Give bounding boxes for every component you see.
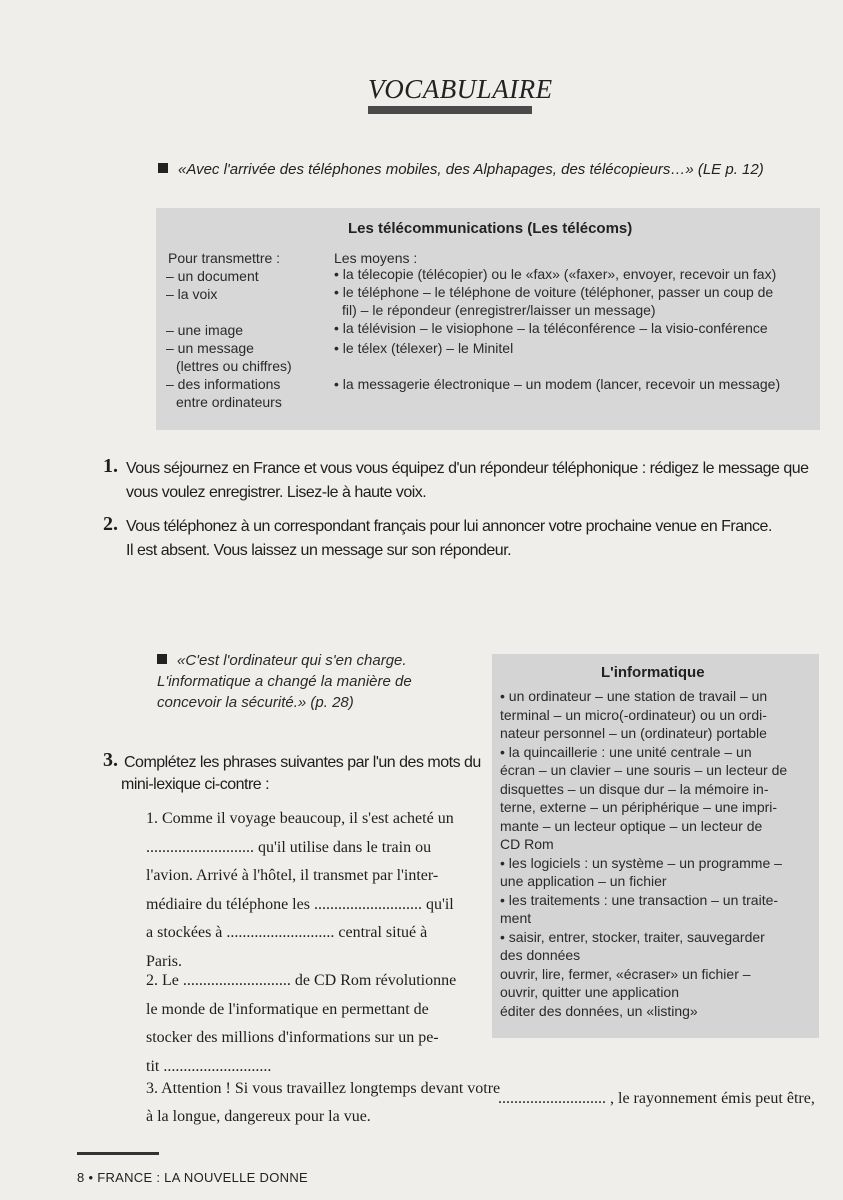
- sentence-line: 2. Le ........................... de CD Rom révolutionne: [146, 972, 457, 989]
- exercise-2-line: Il est absent. Vous laissez un message sur son répondeur.: [126, 542, 512, 559]
- quote-informatique-line: [157, 650, 412, 671]
- exercise-1-number: 1.: [103, 455, 118, 477]
- sentence-line: ........................... qu'il utilise dans le train ou: [146, 838, 432, 856]
- exercise-3-sentence-1: [146, 805, 454, 976]
- telecom-left-item: – des informations: [166, 376, 281, 392]
- informatique-item: ouvrir, lire, fermer, «écraser» un fichier –: [500, 965, 751, 982]
- exercise-2-number: 2.: [103, 513, 118, 535]
- quote-telecom-text: «Avec l'arrivée des téléphones mobiles, des Alphapages, des télécopieurs…» (LE p. 12): [178, 161, 764, 178]
- telecom-right-item: • la messagerie électronique – un modem (lancer, recevoir un message): [334, 376, 781, 392]
- informatique-item: une application – un fichier: [500, 873, 667, 889]
- informatique-item: terminal – un micro(-ordinateur) ou un ordi-: [500, 706, 767, 723]
- sentence-line: tit ...........................: [146, 1057, 272, 1075]
- quote-informatique: [157, 650, 412, 713]
- sentence-line: l'avion. Arrivé à l'hôtel, il transmet par l'inter-: [146, 867, 439, 884]
- informatique-item: • la quincaillerie : une unité centrale – un: [500, 743, 752, 760]
- telecom-left-item: – un document: [166, 268, 259, 284]
- informatique-item: disquettes – un disque dur – la mémoire in-: [500, 780, 769, 797]
- square-bullet-icon: [158, 163, 168, 173]
- exercise-1-line: vous voulez enregistrer. Lisez-le à haute voix.: [126, 484, 427, 501]
- exercise-3-line: mini-lexique ci-contre :: [121, 776, 270, 793]
- telecom-right-item: Les moyens :: [334, 250, 418, 266]
- square-bullet-icon: [157, 654, 167, 664]
- exercise-3-sentence-2: [146, 967, 456, 1081]
- informatique-item: • les logiciels : un système – un programme –: [500, 854, 782, 871]
- quote-informatique-text: «C'est l'ordinateur qui s'en charge.: [177, 652, 407, 669]
- informatique-item: • saisir, entrer, stocker, traiter, sauvegarder: [500, 928, 765, 945]
- sentence-line: médiaire du téléphone les ........................... qu'il: [146, 895, 454, 913]
- informatique-item: • un ordinateur – une station de travail – un: [500, 688, 768, 704]
- telecom-left-item: – la voix: [166, 286, 218, 302]
- informatique-item: ment: [500, 910, 532, 926]
- sentence-line: stocker des millions d'informations sur un pe-: [146, 1029, 439, 1046]
- telecom-left-item: (lettres ou chiffres): [176, 358, 292, 374]
- informatique-item: des données: [500, 947, 581, 963]
- informatique-item: • les traitements : une transaction – un traite-: [500, 891, 779, 908]
- quote-telecom: [158, 161, 764, 178]
- exercise-3-sentence-3-cont: ........................... , le rayonnement émis peut être,: [498, 1090, 815, 1107]
- exercise-3-line: Complétez les phrases suivantes par l'un des mots du: [124, 754, 481, 771]
- telecom-heading: Les télécommunications (Les télécoms): [348, 220, 633, 237]
- sentence-line: a stockées à ........................... central situé à: [146, 924, 428, 941]
- title-underline: [368, 106, 532, 114]
- informatique-item: CD Rom: [500, 836, 554, 852]
- footer-rule: [77, 1152, 159, 1155]
- exercise-3-number: 3.: [103, 749, 118, 771]
- exercise-2-line: Vous téléphonez à un correspondant français pour lui annoncer votre prochaine venue en France.: [126, 518, 772, 535]
- exercise-3-sentence-3: 3. Attention ! Si vous travaillez longtemps devant votre: [146, 1080, 501, 1097]
- telecom-right-item: • la télecopie (télécopier) ou le «fax» («faxer», envoyer, recevoir un fax): [334, 266, 777, 282]
- telecom-left-item: entre ordinateurs: [176, 394, 282, 410]
- exercise-1-line: Vous séjournez en France et vous vous équipez d'un répondeur téléphonique : rédigez le message que: [126, 460, 809, 477]
- exercise-3-sentence-3-end: à la longue, dangereux pour la vue.: [146, 1108, 371, 1125]
- sentence-line: le monde de l'informatique en permettant de: [146, 1000, 429, 1018]
- informatique-item: éditer des données, un «listing»: [500, 1002, 698, 1019]
- sentence-line: Paris.: [146, 952, 182, 970]
- telecom-right-item: • le télex (télexer) – le Minitel: [334, 340, 514, 356]
- telecom-left-item: Pour transmettre :: [168, 250, 281, 266]
- quote-informatique-line: L'informatique a changé la manière de: [157, 673, 412, 690]
- telecom-right-item: • la télévision – le visiophone – la téléconférence – la visio-conférence: [334, 320, 768, 336]
- informatique-item: nateur personnel – un (ordinateur) portable: [500, 725, 767, 741]
- telecom-left-item: – un message: [166, 340, 254, 356]
- sentence-line: 1. Comme il voyage beaucoup, il s'est acheté un: [146, 810, 454, 827]
- informatique-item: ouvrir, quitter une application: [500, 984, 679, 1000]
- telecom-right-item: • le téléphone – le téléphone de voiture (téléphoner, passer un coup de: [334, 284, 774, 300]
- quote-informatique-line: concevoir la sécurité.» (p. 28): [157, 694, 354, 711]
- informatique-list: [500, 687, 787, 1020]
- page-footer: 8 • FRANCE : LA NOUVELLE DONNE: [77, 1170, 309, 1185]
- informatique-item: écran – un clavier – une souris – un lecteur de: [500, 762, 788, 778]
- informatique-heading: L'informatique: [601, 664, 705, 681]
- informatique-item: mante – un lecteur optique – un lecteur de: [500, 817, 763, 834]
- telecom-left-item: – une image: [166, 322, 244, 338]
- informatique-item: terne, externe – un périphérique – une impri-: [500, 799, 778, 815]
- telecom-right-item: fil) – le répondeur (enregistrer/laisser un message): [342, 302, 656, 318]
- page-title: VOCABULAIRE: [368, 74, 553, 104]
